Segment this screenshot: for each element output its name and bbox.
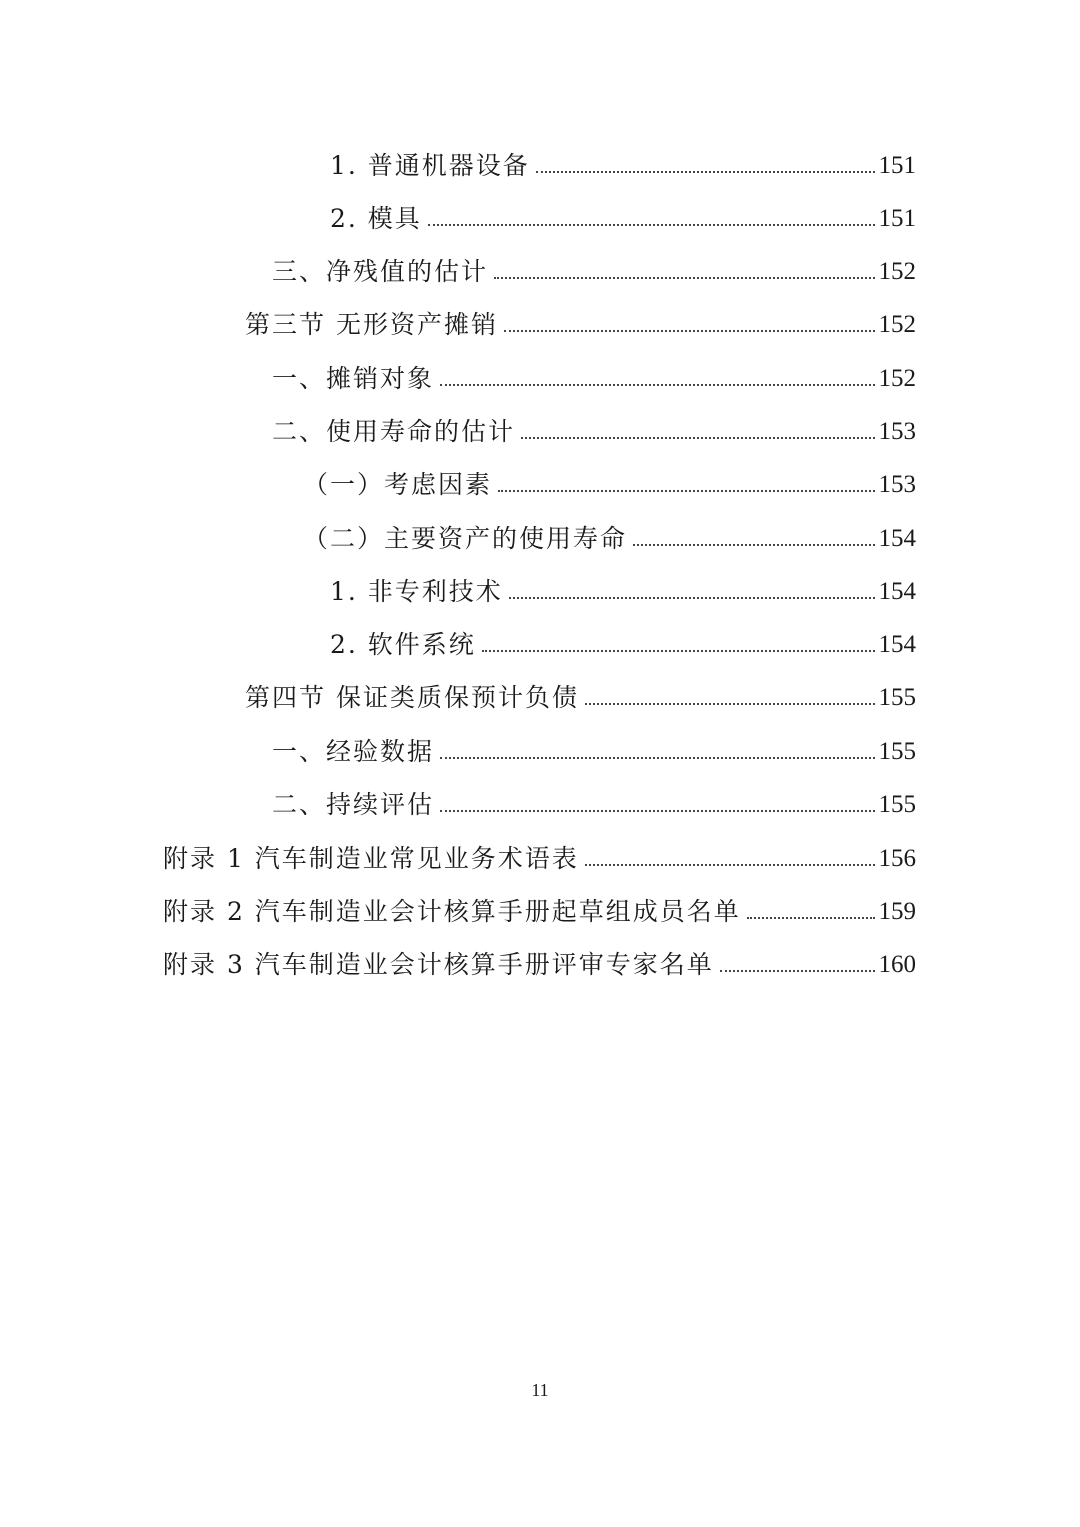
- toc-entry: [272, 408, 916, 448]
- toc-entry-label: 二、持续评估: [272, 790, 435, 819]
- toc-entry-page: 155: [878, 684, 916, 711]
- toc-dot-leader: [521, 437, 874, 439]
- toc-dot-leader: [536, 171, 875, 173]
- toc-dot-leader: [494, 277, 874, 279]
- toc-dot-leader: [585, 864, 875, 866]
- toc-entry-label: 第四节 保证类质保预计负债: [245, 683, 579, 712]
- toc-entry-page: 156: [878, 845, 916, 872]
- toc-entry-page: 152: [878, 365, 916, 392]
- toc-dot-leader: [633, 544, 874, 546]
- toc-entry-label: 1. 非专利技术: [330, 577, 503, 606]
- toc-dot-leader: [440, 810, 874, 812]
- toc-entry-page: 153: [878, 471, 916, 498]
- toc-entry-page: 152: [878, 311, 916, 338]
- toc-dot-leader: [440, 757, 874, 759]
- toc-entry-page: 151: [878, 152, 916, 179]
- toc-entry: [163, 941, 916, 981]
- toc-entry-label: 二、使用寿命的估计: [272, 417, 516, 446]
- toc-entry-page: 154: [878, 525, 916, 552]
- toc-entry-page: 153: [878, 418, 916, 445]
- toc-entry: [330, 621, 916, 661]
- toc-entry: [330, 195, 916, 235]
- toc-entry-label: 1. 普通机器设备: [330, 151, 530, 180]
- toc-entry-page: 154: [878, 578, 916, 605]
- toc-dot-leader: [585, 703, 875, 705]
- toc-entry: [163, 835, 916, 875]
- toc-entry: [245, 674, 916, 714]
- toc-entry-label: （二）主要资产的使用寿命: [303, 524, 628, 553]
- toc-entry-label: 三、净残值的估计: [272, 257, 489, 286]
- toc-entry-page: 159: [878, 898, 916, 925]
- toc-entry-label: 附录 1 汽车制造业常见业务术语表: [163, 844, 579, 873]
- toc-entry: [330, 142, 916, 182]
- toc-entry-page: 160: [878, 951, 916, 978]
- toc-entry-label: 第三节 无形资产摊销: [245, 310, 498, 339]
- toc-entry: [245, 301, 916, 341]
- toc-entry: [330, 568, 916, 608]
- toc-entry-label: 2. 模具: [330, 204, 422, 233]
- toc-entry-page: 154: [878, 631, 916, 658]
- toc-dot-leader: [720, 970, 875, 972]
- toc-dot-leader: [747, 917, 875, 919]
- toc-entry-label: 附录 2 汽车制造业会计核算手册起草组成员名单: [163, 897, 741, 926]
- toc-dot-leader: [440, 384, 874, 386]
- toc-entry-page: 151: [878, 205, 916, 232]
- toc-entry-page: 155: [878, 738, 916, 765]
- toc-entry-label: （一）考虑因素: [303, 470, 493, 499]
- toc-entry: [272, 728, 916, 768]
- toc-entry: [303, 461, 916, 501]
- toc-dot-leader: [428, 224, 875, 226]
- toc-dot-leader: [504, 330, 875, 332]
- toc-entry-label: 一、摊销对象: [272, 364, 435, 393]
- toc-entry: [303, 515, 916, 555]
- toc-entry: [272, 355, 916, 395]
- page-number: 11: [531, 1380, 549, 1400]
- toc-entry-page: 152: [878, 258, 916, 285]
- toc-entry-page: 155: [878, 791, 916, 818]
- toc-entry-label: 2. 软件系统: [330, 630, 476, 659]
- toc-dot-leader: [498, 490, 874, 492]
- toc-entry: [272, 248, 916, 288]
- toc-entry-label: 附录 3 汽车制造业会计核算手册评审专家名单: [163, 950, 714, 979]
- toc-dot-leader: [482, 650, 875, 652]
- toc-entry: [163, 888, 916, 928]
- toc-entry: [272, 781, 916, 821]
- toc-dot-leader: [509, 597, 875, 599]
- toc-entry-label: 一、经验数据: [272, 737, 435, 766]
